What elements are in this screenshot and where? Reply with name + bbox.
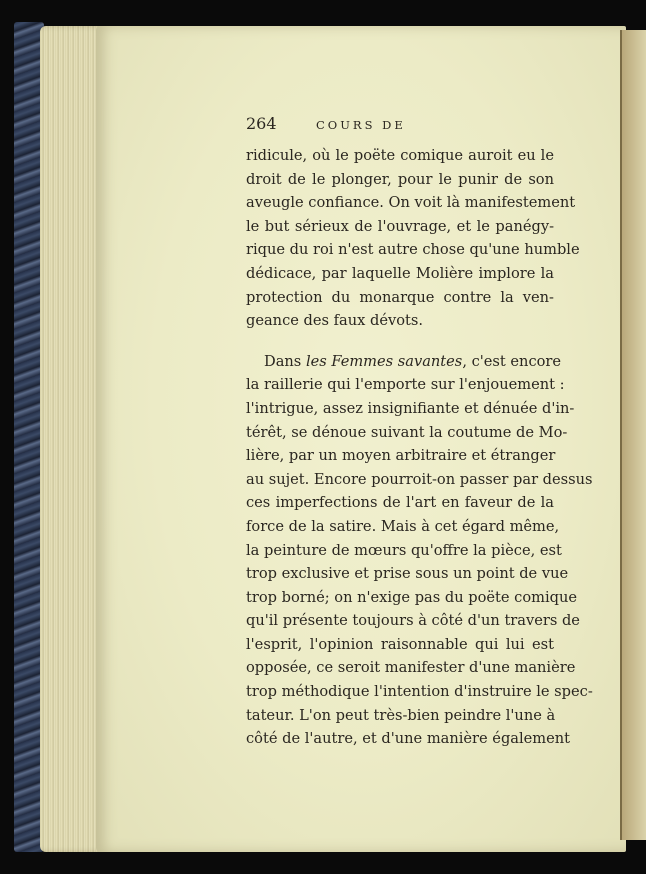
text-line: ces imperfections de l'art en faveur de la xyxy=(246,494,554,512)
paragraph-1 xyxy=(246,144,580,333)
text-line: tateur. L'on peut très-bien peindre l'une à xyxy=(246,706,556,724)
text-line: le but sérieux de l'ouvrage, et le panégy- xyxy=(246,217,554,235)
text-line: térêt, se dénoue suivant la coutume de Mo- xyxy=(246,423,568,441)
text-line: force de la satire. Mais à cet égard même, xyxy=(246,517,560,535)
text-line: protection du monarque contre la ven- xyxy=(246,288,554,306)
text-line: aveugle confiance. On voit là manifestement xyxy=(246,194,576,212)
text-line: la peinture de mœurs qu'offre la pièce, est xyxy=(246,541,562,559)
page-number: 264 xyxy=(246,114,277,133)
text-line: l'intrigue, assez insignifiante et dénuée d'in- xyxy=(246,399,575,417)
text-line: qu'il présente toujours à côté d'un travers de xyxy=(246,612,580,630)
text-line: ridicule, où le poëte comique auroit eu le xyxy=(246,147,554,164)
text-line: trop borné; on n'exige pas du poëte comique xyxy=(246,588,577,606)
title-italic: les Femmes savantes xyxy=(305,352,463,370)
paragraph-gap xyxy=(246,333,554,350)
facing-page-edge xyxy=(620,30,646,840)
text-line: geance des faux dévots. xyxy=(246,312,424,330)
text-line: l'esprit, l'opinion raisonnable qui lui est xyxy=(246,635,554,653)
text-line: dédicace, par laquelle Molière implore la xyxy=(246,264,554,282)
paragraph-2 xyxy=(246,350,593,751)
text-line: côté de l'autre, et d'une manière également xyxy=(246,730,571,748)
text-line: la raillerie qui l'emporte sur l'enjouement : xyxy=(246,376,565,394)
text-line: lière, par un moyen arbitraire et étranger xyxy=(246,447,556,465)
text-line: opposée, ce seroit manifester d'une manière xyxy=(246,659,576,677)
text-line-first xyxy=(246,350,562,374)
text-run: , c'est encore xyxy=(462,352,562,370)
text-line: rique du roi n'est autre chose qu'une humble xyxy=(246,241,580,259)
running-head: COURS DE xyxy=(316,118,406,132)
page-text xyxy=(246,114,593,751)
page-header xyxy=(246,114,554,144)
text-run: Dans xyxy=(264,352,306,370)
text-line: au sujet. Encore pourroit-on passer par dessus xyxy=(246,470,593,488)
text-line: droit de le plonger, pour le punir de son xyxy=(246,170,554,188)
text-line: trop exclusive et prise sous un point de vue xyxy=(246,565,569,583)
text-line: trop méthodique l'intention d'instruire le spec- xyxy=(246,683,593,701)
